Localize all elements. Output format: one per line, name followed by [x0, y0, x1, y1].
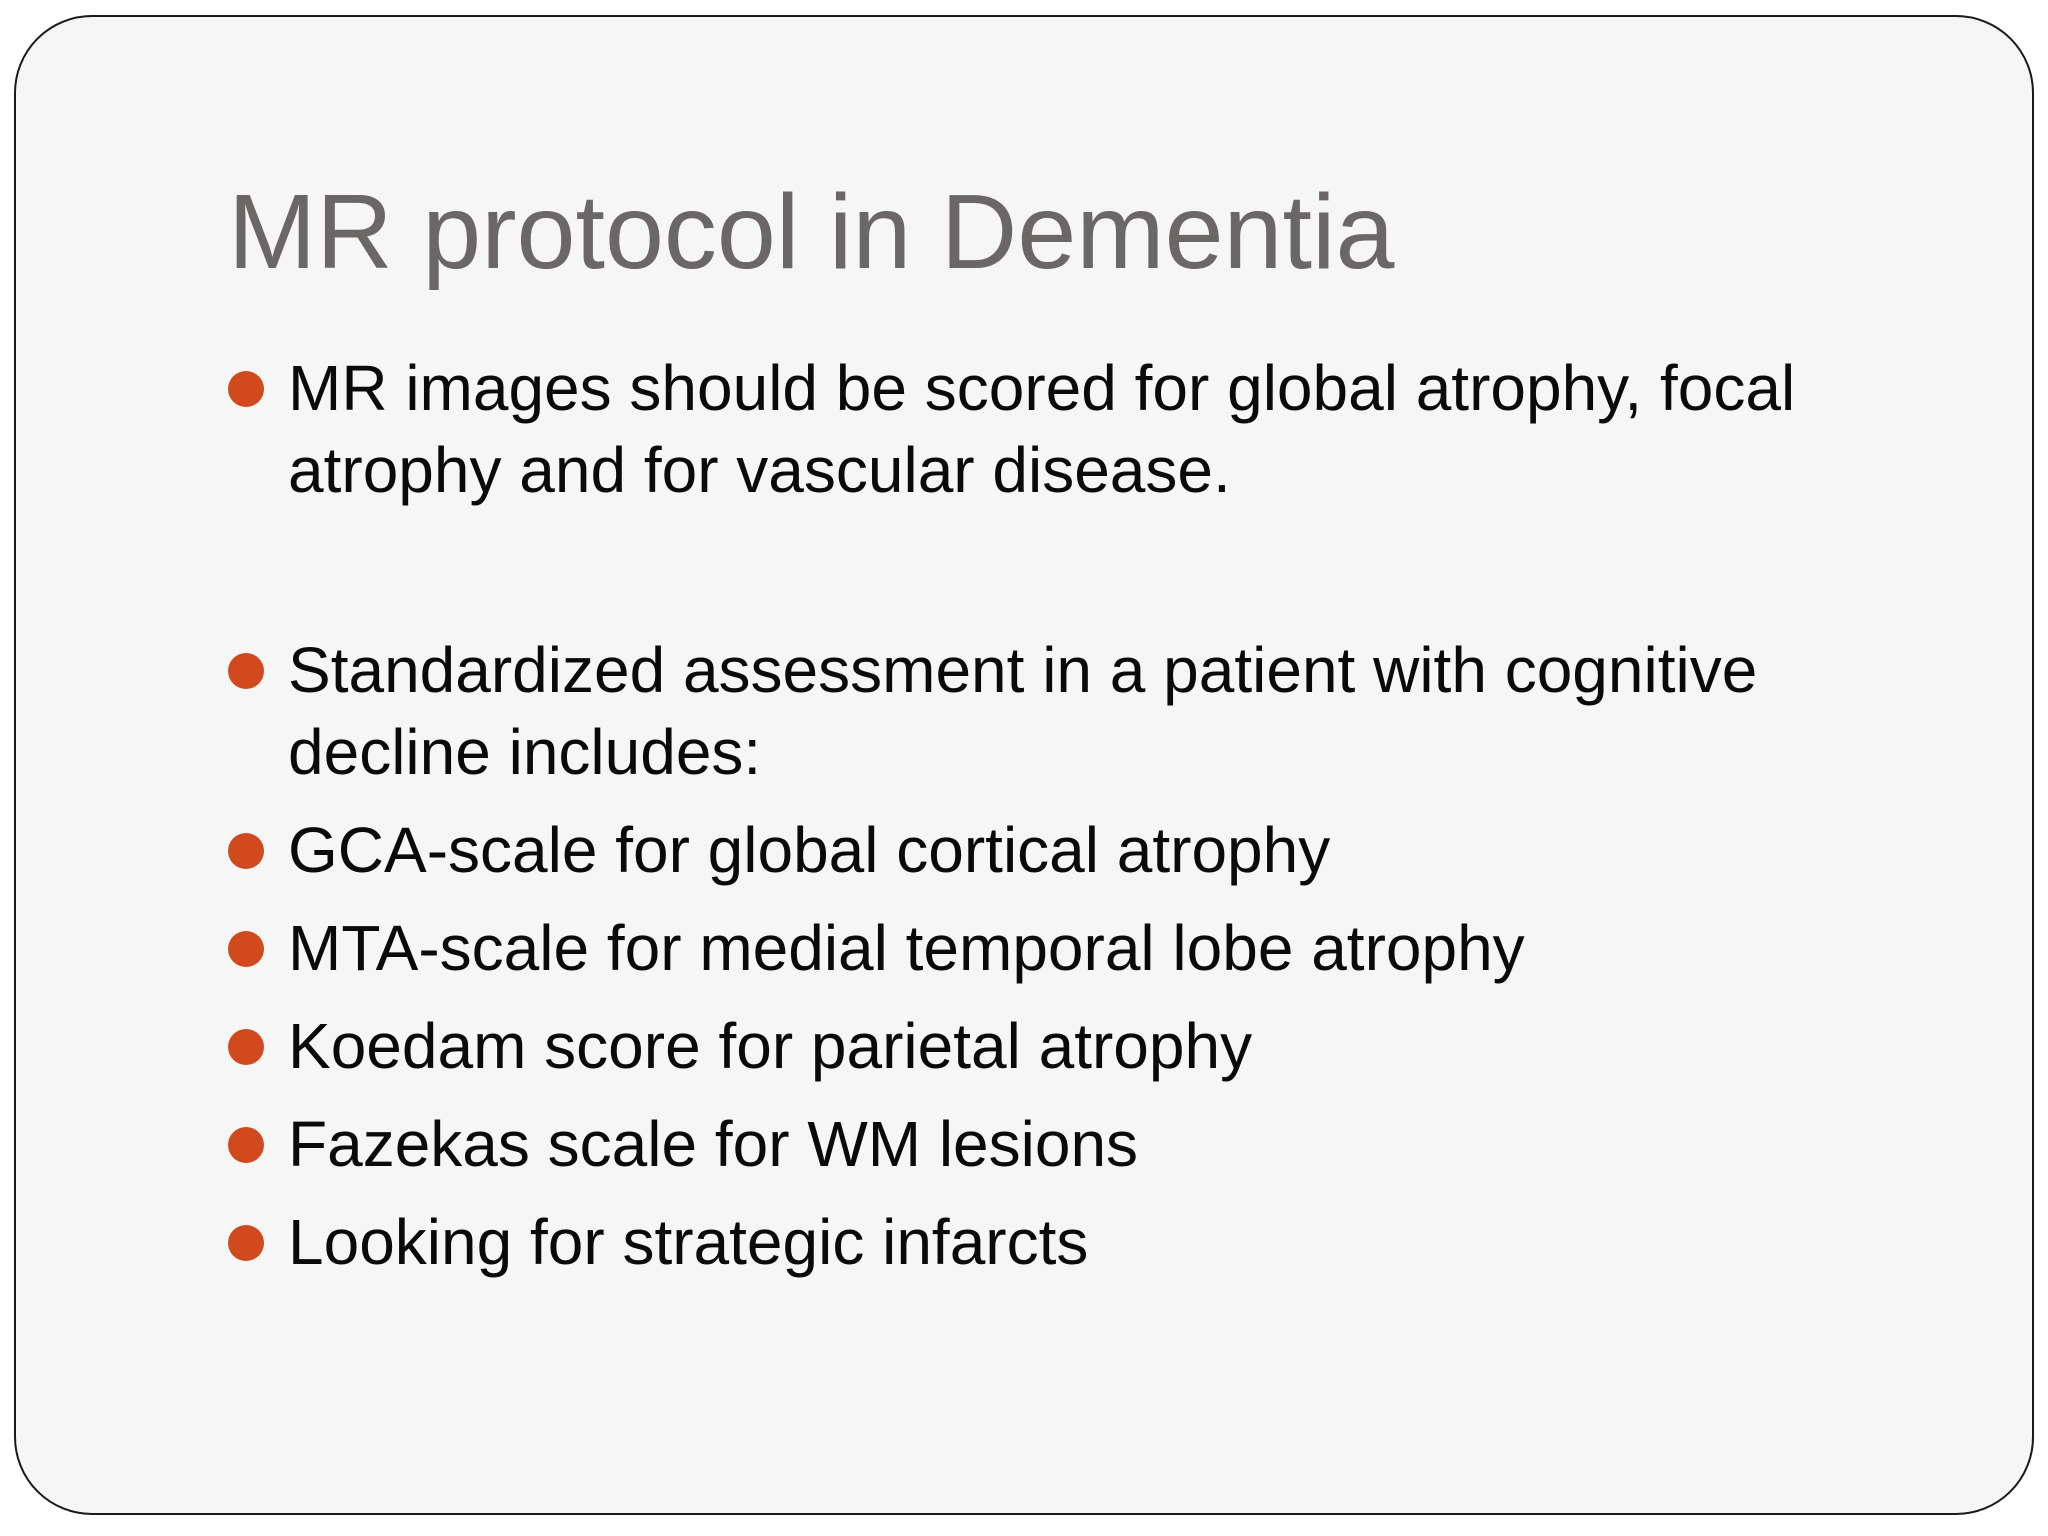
bullet-dot-icon — [228, 1127, 264, 1163]
slide-frame — [14, 15, 2034, 1515]
bullet-dot-icon — [228, 833, 264, 869]
bullet-text: MTA-scale for medial temporal lobe atrophy — [288, 912, 1525, 984]
bullet-item — [228, 629, 1928, 793]
bullet-text: Standardized assessment in a patient with cognitive decline includes: — [288, 634, 1758, 788]
bullet-item — [228, 347, 1928, 511]
bullet-item — [228, 907, 1928, 989]
bullet-text: MR images should be scored for global atrophy, focal atrophy and for vascular disease. — [288, 352, 1796, 506]
bullet-item — [228, 1103, 1928, 1185]
bullet-list — [228, 347, 1928, 1283]
bullet-text: GCA-scale for global cortical atrophy — [288, 814, 1331, 886]
bullet-dot-icon — [228, 931, 264, 967]
bullet-text: Koedam score for parietal atrophy — [288, 1010, 1253, 1082]
bullet-dot-icon — [228, 1029, 264, 1065]
bullet-item — [228, 809, 1928, 891]
bullet-dot-icon — [228, 653, 264, 689]
bullet-item — [228, 1201, 1928, 1283]
bullet-dot-icon — [228, 1225, 264, 1261]
bullet-item — [228, 1005, 1928, 1087]
bullet-text: Fazekas scale for WM lesions — [288, 1108, 1139, 1180]
bullet-text: Looking for strategic infarcts — [288, 1206, 1089, 1278]
slide-title: MR protocol in Dementia — [228, 173, 1395, 291]
bullet-dot-icon — [228, 371, 264, 407]
